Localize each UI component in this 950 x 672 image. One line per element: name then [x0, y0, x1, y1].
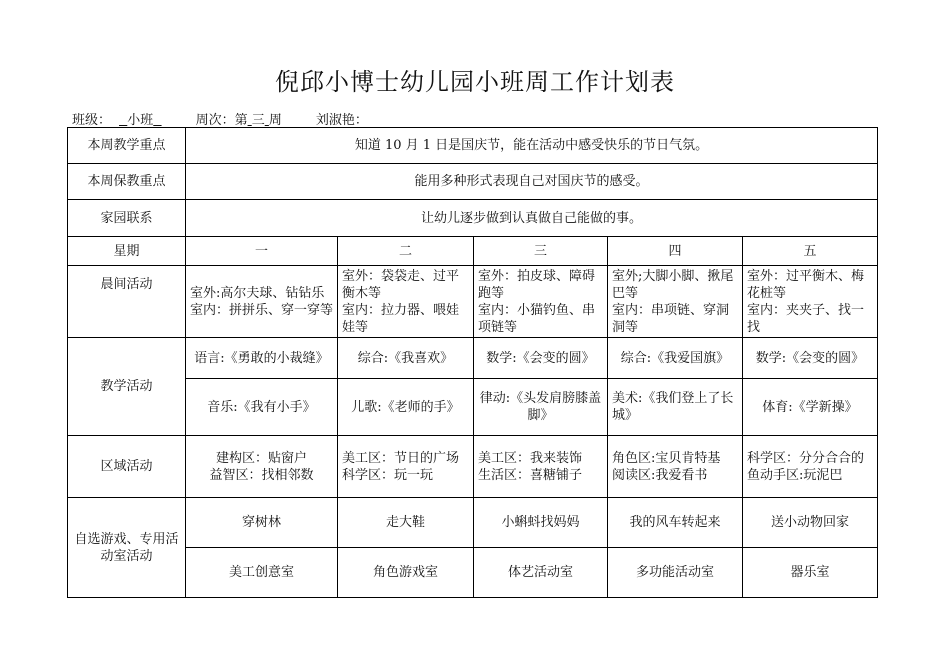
class-value: 小班 — [127, 113, 154, 128]
home-contact-value: 让幼儿逐步做到认真做自己能做的事。 — [186, 200, 878, 237]
weekday-mon: 一 — [186, 237, 338, 266]
games-row-2 — [68, 548, 878, 598]
care-focus-value: 能用多种形式表现自己对国庆节的感受。 — [186, 164, 878, 200]
room-cell: 角色游戏室 — [338, 548, 474, 598]
game-cell: 走大鞋 — [338, 498, 474, 548]
page-title: 倪邱小博士幼儿园小班周工作计划表 — [275, 68, 675, 96]
teaching-cell: 综合:《我爱国旗》 — [608, 338, 743, 379]
game-cell: 送小动物回家 — [743, 498, 878, 548]
weekday-wed: 三 — [474, 237, 608, 266]
room-cell: 体艺活动室 — [474, 548, 608, 598]
weekday-thu: 四 — [608, 237, 743, 266]
teaching-cell: 儿歌:《老师的手》 — [338, 379, 474, 436]
room-cell: 器乐室 — [743, 548, 878, 598]
games-row-1 — [68, 498, 878, 548]
area-cell-thu: 角色区:宝贝肯特基 阅读区:我爱看书 — [608, 436, 743, 498]
teaching-cell: 综合:《我喜欢》 — [338, 338, 474, 379]
area-cell-wed: 美工区：我来装饰 生活区：喜糖铺子 — [474, 436, 608, 498]
class-label: 班级： — [72, 113, 112, 128]
weekday-label: 星期 — [68, 237, 186, 266]
morning-cell-thu: 室外;大脚小脚、揪尾巴等 室内：串项链、穿洞洞等 — [608, 266, 743, 338]
weekday-header-row — [68, 237, 878, 266]
teaching-cell: 律动:《头发肩膀膝盖脚》 — [474, 379, 608, 436]
row-label: 教学活动 — [68, 338, 186, 436]
teaching-cell: 音乐:《我有小手》 — [186, 379, 338, 436]
teaching-cell: 体育:《学新操》 — [743, 379, 878, 436]
room-cell: 美工创意室 — [186, 548, 338, 598]
care-focus-row — [68, 164, 878, 200]
teacher-name: 刘淑艳： — [315, 113, 368, 128]
row-label: 自选游戏、专用活 动室活动 — [68, 498, 186, 598]
teaching-cell: 语言:《勇敢的小裁缝》 — [186, 338, 338, 379]
morning-cell-fri: 室外：过平衡木、梅花桩等 室内：夹夹子、找一找 — [743, 266, 878, 338]
morning-cell-wed: 室外：拍皮球、障碍跑等 室内：小猫钓鱼、串项链等 — [474, 266, 608, 338]
area-cell-mon: 建构区：贴窗户 益智区：找相邻数 — [186, 436, 338, 498]
teaching-activity-row-1 — [68, 338, 878, 379]
week-value: 三 — [251, 113, 265, 128]
class-info-line — [72, 109, 368, 128]
week-label: 周次：第 — [195, 113, 248, 128]
weekly-plan-table — [67, 127, 878, 598]
area-cell-fri: 科学区：分分合合的 鱼动手区:玩泥巴 — [743, 436, 878, 498]
row-label: 区域活动 — [68, 436, 186, 498]
game-cell: 小蝌蚪找妈妈 — [474, 498, 608, 548]
teaching-focus-value: 知道 10 月 1 日是国庆节，能在活动中感受快乐的节日气氛。 — [186, 128, 878, 164]
home-contact-row — [68, 200, 878, 237]
row-label: 本周教学重点 — [68, 128, 186, 164]
game-cell: 我的风车转起来 — [608, 498, 743, 548]
room-cell: 多功能活动室 — [608, 548, 743, 598]
area-cell-tue: 美工区：节日的广场 科学区：玩一玩 — [338, 436, 474, 498]
morning-activity-row — [68, 266, 878, 338]
teaching-cell: 美术:《我们登上了长城》 — [608, 379, 743, 436]
row-label: 本周保教重点 — [68, 164, 186, 200]
morning-cell-tue: 室外：袋袋走、过平衡木等 室内：拉力器、喂娃娃等 — [338, 266, 474, 338]
game-cell: 穿树林 — [186, 498, 338, 548]
area-activity-row — [68, 436, 878, 498]
teaching-activity-row-2 — [68, 379, 878, 436]
weekday-tue: 二 — [338, 237, 474, 266]
weekday-fri: 五 — [743, 237, 878, 266]
teaching-cell: 数学:《会变的圆》 — [743, 338, 878, 379]
teaching-cell: 数学:《会变的圆》 — [474, 338, 608, 379]
row-label: 家园联系 — [68, 200, 186, 237]
week-suffix: 周 — [268, 113, 282, 128]
row-label: 晨间活动 — [68, 266, 186, 338]
morning-cell-mon: 室外:高尔夫球、钻钻乐 室内：拼拼乐、穿一穿等 — [186, 266, 338, 338]
teaching-focus-row — [68, 128, 878, 164]
